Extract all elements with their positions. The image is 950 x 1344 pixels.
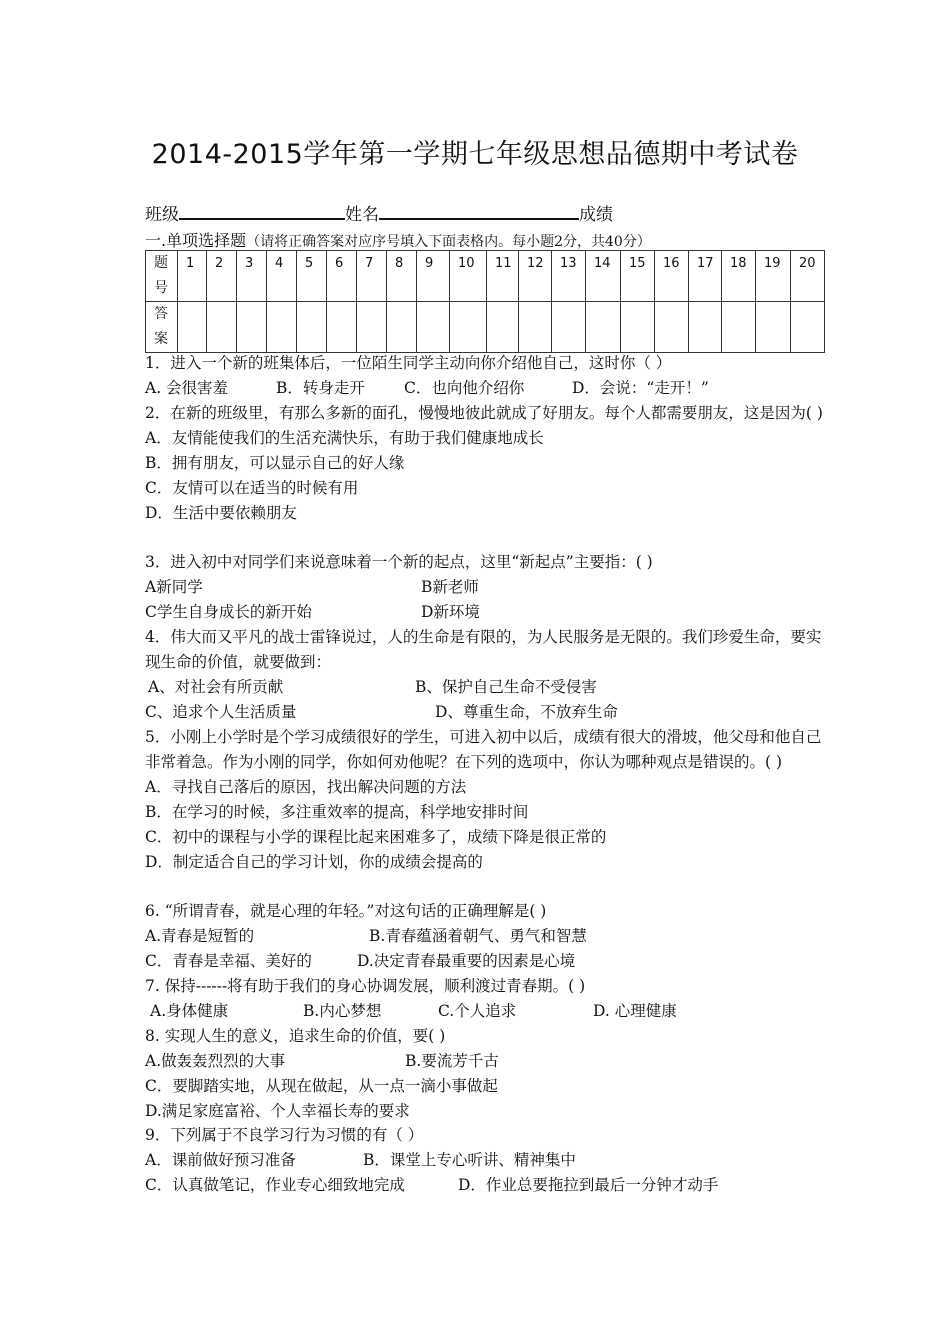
option-b: B．转身走开 [276,379,365,397]
question-7 [145,974,825,1024]
question-5 [145,725,825,875]
question-stem: 1．进入一个新的班集体后，一位陌生同学主动向你介绍他自己，这时你（ ） [145,354,672,372]
option-c: C学生自身成长的新开始 [145,603,312,621]
answer-cell[interactable] [722,302,756,353]
question-3 [145,550,825,625]
number-cell: 7 [357,251,387,302]
answer-cell[interactable] [552,302,586,353]
option-c: C．初中的课程与小学的课程比起来困难多了，成绩下降是很正常的 [145,828,607,846]
number-cell: 3 [237,251,267,302]
question-1 [145,351,825,401]
question-9 [145,1123,825,1198]
answer-cell[interactable] [357,302,387,353]
number-cell: 6 [327,251,357,302]
number-cell: 17 [689,251,722,302]
question-stem: 5．小刚上小学时是个学习成绩很好的学生，可进入初中以后，成绩有很大的滑坡，他父母和他自己非常着急。作为小刚的同学，你如何劝他呢？在下列的选项中，你认为哪种观点是错误的。( ) [145,728,822,771]
number-cell: 5 [297,251,327,302]
class-blank[interactable] [179,200,345,220]
answer-cell[interactable] [297,302,327,353]
number-cell: 15 [621,251,655,302]
number-cell: 14 [586,251,621,302]
option-a: A新同学 [145,578,203,596]
number-cell: 8 [387,251,417,302]
question-stem: 6. “所谓青春，就是心理的年轻。”对这句话的正确理解是( ) [145,902,547,920]
question-stem: 9．下列属于不良学习行为习惯的有（ ） [145,1126,424,1144]
option-a: A.青春是短暂的 [145,927,255,945]
exam-title: 2014-2015学年第一学期七年级思想品德期中考试卷 [151,139,799,170]
answer-cell[interactable] [756,302,791,353]
question-stem: 7. 保持------将有助于我们的身心协调发展，顺利渡过青春期。( ) [145,977,586,995]
number-cell: 4 [267,251,297,302]
answer-cell[interactable] [327,302,357,353]
answer-cell[interactable] [689,302,722,353]
option-d: D．作业总要拖拉到最后一分钟才动手 [458,1176,719,1194]
option-row [145,949,825,974]
option-row [145,1049,825,1074]
option-a: A．友情能使我们的生活充满快乐，有助于我们健康地成长 [145,429,544,447]
question-stem: 2．在新的班级里，有那么多新的面孔，慢慢地彼此就成了好朋友。每个人都需要朋友，这是因为( ) [145,404,823,422]
number-cell: 9 [417,251,450,302]
section-heading: 一.单项选择题 [145,231,247,250]
option-b: B.青春蕴涵着朝气、勇气和智慧 [369,927,587,945]
option-b: B.要流芳千古 [405,1052,499,1070]
question-4 [145,625,825,725]
answer-cell[interactable] [791,302,825,353]
number-cell: 10 [450,251,487,302]
answer-cell[interactable] [207,302,237,353]
answer-cell[interactable] [417,302,450,353]
name-blank[interactable] [379,200,579,220]
question-number-row [146,251,825,302]
answer-cell[interactable] [655,302,689,353]
option-d: D．生活中要依赖朋友 [145,504,297,522]
answer-cell[interactable] [178,302,207,353]
option-d: D、尊重生命，不放弃生命 [435,703,618,721]
option-row [145,700,825,725]
option-row [145,675,825,700]
answer-cell[interactable] [586,302,621,353]
answer-table [145,250,825,353]
row-label-question: 题号 [146,251,178,302]
option-c: C．青春是幸福、美好的 [145,952,312,970]
number-cell: 12 [519,251,552,302]
option-b: B．拥有朋友，可以显示自己的好人缘 [145,454,405,472]
number-cell: 20 [791,251,825,302]
option-c: C．友情可以在适当的时候有用 [145,479,359,497]
question-stem: 4．伟大而又平凡的战士雷锋说过，人的生命是有限的，为人民服务是无限的。我们珍爱生命，要实现生命的价值，就要做到： [145,628,822,671]
option-b: B新老师 [421,578,479,596]
score-label: 成绩 [579,205,613,225]
option-row [145,600,825,625]
option-c: C．也向他介绍你 [404,379,525,397]
option-d: D.决定青春最重要的因素是心境 [357,952,576,970]
option-a: A.做轰轰烈烈的大事 [145,1052,286,1070]
option-b: B.内心梦想 [303,1002,382,1020]
answer-cell[interactable] [267,302,297,353]
question-stem: 3．进入初中对同学们来说意味着一个新的起点，这里“新起点”主要指：( ) [145,553,653,571]
number-cell: 16 [655,251,689,302]
number-cell: 13 [552,251,586,302]
option-d: D．制定适合自己的学习计划，你的成绩会提高的 [145,853,483,871]
option-a: A、对社会有所贡献 [148,678,284,696]
question-2 [145,401,825,526]
question-8 [145,1024,825,1124]
option-row [145,1148,825,1173]
number-cell: 11 [487,251,519,302]
answer-cell[interactable] [237,302,267,353]
answer-cell[interactable] [621,302,655,353]
answer-cell[interactable] [450,302,487,353]
section-title [145,228,651,251]
option-row [145,575,825,600]
option-row [145,999,825,1024]
student-info-line [145,200,613,225]
option-c: C、追求个人生活质量 [145,703,297,721]
name-label: 姓名 [345,205,379,225]
option-d: D新环境 [421,603,480,621]
option-d: D．会说：“走开！” [572,379,709,397]
row-label-answer: 答案 [146,302,178,353]
option-c: C．要脚踏实地，从现在做起，从一点一滴小事做起 [145,1077,498,1095]
option-row [145,1173,825,1198]
answer-cell[interactable] [519,302,552,353]
class-label: 班级 [145,205,179,225]
option-c: C．认真做笔记，作业专心细致地完成 [145,1176,405,1194]
option-b: B．在学习的时候，多注重效率的提高，科学地安排时间 [145,803,529,821]
number-cell: 19 [756,251,791,302]
option-c: C.个人追求 [438,1002,517,1020]
number-cell: 1 [178,251,207,302]
number-cell: 2 [207,251,237,302]
option-d: D.满足家庭富裕、个人幸福长寿的要求 [145,1102,410,1120]
option-a: A. 会很害羞 [145,379,229,397]
section-note: （请将正确答案对应序号填入下面表格内。每小题2分，共40分） [246,234,651,250]
answer-cell[interactable] [387,302,417,353]
option-d: D. 心理健康 [593,1002,677,1020]
answer-cell[interactable] [487,302,519,353]
option-row [145,924,825,949]
option-row [145,376,825,401]
option-a: A．课前做好预习准备 [145,1151,296,1169]
question-6 [145,899,825,974]
option-b: B．课堂上专心听讲、精神集中 [363,1151,576,1169]
option-a: A.身体健康 [150,1002,229,1020]
answer-row [146,302,825,353]
option-a: A．寻找自己落后的原因，找出解决问题的方法 [145,778,467,796]
question-stem: 8. 实现人生的意义，追求生命的价值，要( ) [145,1027,446,1045]
option-b: B、保护自己生命不受侵害 [415,678,597,696]
number-cell: 18 [722,251,756,302]
